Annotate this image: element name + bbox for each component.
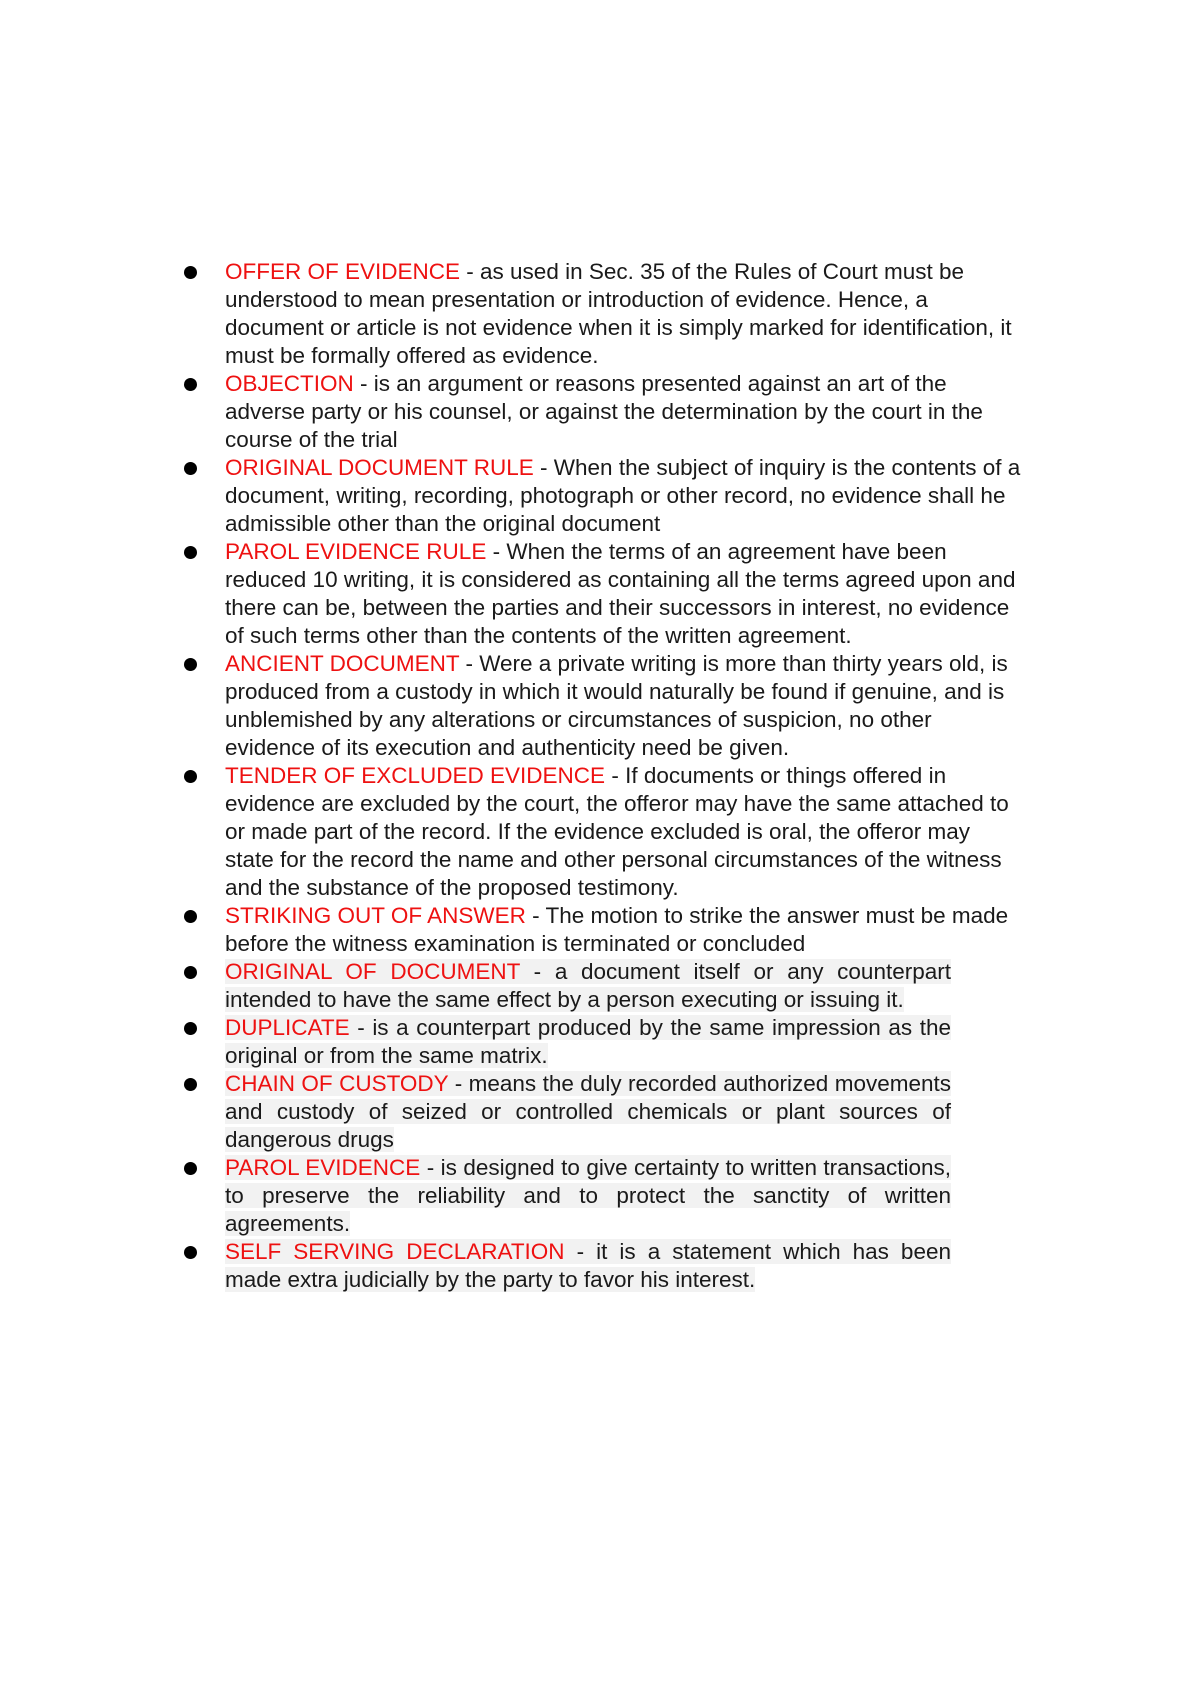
term-separator: - xyxy=(460,259,481,284)
term-separator: - xyxy=(349,1015,373,1040)
bullet-icon xyxy=(184,770,197,783)
term-definition: is an argument or reasons presented against an art of the adverse party or his counsel, or against the determination by the court in the course of the trial xyxy=(225,371,983,452)
term-label: STRIKING OUT OF ANSWER xyxy=(225,903,526,928)
term-label: CHAIN OF CUSTODY xyxy=(225,1071,449,1096)
term-separator: - xyxy=(605,763,626,788)
term-separator: - xyxy=(533,455,554,480)
bullet-icon xyxy=(184,378,197,391)
list-item-offer-of-evidence xyxy=(184,258,1024,370)
term-label: PAROL EVIDENCE RULE xyxy=(225,539,487,564)
term-separator: - xyxy=(448,1071,469,1096)
list-item-duplicate xyxy=(184,1014,951,1070)
term-definition: The motion to strike the answer must be made before the witness examination is terminated or concluded xyxy=(225,903,1009,956)
term-definition: When the terms of an agreement have been reduced 10 writing, it is considered as containing all the terms agreed upon and there can be, between the parties and their successors in interest, no evidence of such terms other than the contents of the written agreement. xyxy=(225,539,1016,648)
list-item-striking-out-of-answer xyxy=(184,902,1024,958)
term-separator: - xyxy=(525,903,546,928)
term-label: ORIGINAL OF DOCUMENT xyxy=(225,959,520,984)
bullet-icon xyxy=(184,266,197,279)
list-item-ancient-document xyxy=(184,650,1024,762)
term-separator: - xyxy=(420,1155,441,1180)
term-definition: is a counterpart produced by the same impression as the original or from the same matrix. xyxy=(225,1015,951,1068)
bullet-icon xyxy=(184,1078,197,1091)
term-definition: When the subject of inquiry is the contents of a document, writing, recording, photograph or other record, no evidence shall he admissible other than the original document xyxy=(225,455,1021,536)
bullet-icon xyxy=(184,1246,197,1259)
term-label: PAROL EVIDENCE xyxy=(225,1155,421,1180)
term-label: ORIGINAL DOCUMENT RULE xyxy=(225,455,534,480)
list-item-chain-of-custody xyxy=(184,1070,951,1154)
term-definition: means the duly recorded authorized movements and custody of seized or controlled chemicals or plant sources of dangerous drugs xyxy=(225,1071,952,1152)
term-label: ANCIENT DOCUMENT xyxy=(225,651,460,676)
term-separator: - xyxy=(564,1239,597,1264)
term-definition: as used in Sec. 35 of the Rules of Court must be understood to mean presentation or introduction of evidence. Hence, a document or article is not evidence when it is simply marked for identification, it must be formally offered as evidence. xyxy=(225,259,1012,368)
bullet-icon xyxy=(184,1022,197,1035)
bullet-icon xyxy=(184,1162,197,1175)
list-item-parol-evidence-rule xyxy=(184,538,1024,650)
list-item-tender-of-excluded-evidence xyxy=(184,762,1024,902)
term-separator: - xyxy=(353,371,374,396)
bullet-icon xyxy=(184,546,197,559)
term-definition: Were a private writing is more than thirty years old, is produced from a custody in which it would naturally be found if genuine, and is unblemished by any alterations or circumstances of suspicion, no other evidence of its execution and authenticity need be given. xyxy=(225,651,1008,760)
term-definition: If documents or things offered in evidence are excluded by the court, the offeror may have the same attached to or made part of the record. If the evidence excluded is oral, the offeror may state for the record the name and other personal circumstances of the witness and the substance of the proposed testimony. xyxy=(225,763,1009,900)
list-item-self-serving-declaration xyxy=(184,1238,951,1294)
bullet-icon xyxy=(184,910,197,923)
term-separator: - xyxy=(459,651,480,676)
term-label: OFFER OF EVIDENCE xyxy=(225,259,461,284)
bullet-icon xyxy=(184,462,197,475)
list-item-original-of-document xyxy=(184,958,951,1014)
term-label: TENDER OF EXCLUDED EVIDENCE xyxy=(225,763,606,788)
term-label: OBJECTION xyxy=(225,371,354,396)
list-item-parol-evidence xyxy=(184,1154,951,1238)
bullet-icon xyxy=(184,966,197,979)
list-item-objection xyxy=(184,370,1024,454)
term-separator: - xyxy=(519,959,555,984)
term-label: DUPLICATE xyxy=(225,1015,350,1040)
bullet-icon xyxy=(184,658,197,671)
term-definition: is designed to give certainty to written transactions, to preserve the reliability and to protect the sanctity of written agreements. xyxy=(225,1155,951,1236)
term-definition: a document itself or any counterpart intended to have the same effect by a person executing or issuing it. xyxy=(225,959,951,1012)
list-item-original-document-rule xyxy=(184,454,1024,538)
term-separator: - xyxy=(486,539,507,564)
term-label: SELF SERVING DECLARATION xyxy=(225,1239,565,1264)
definitions-list xyxy=(184,258,1024,1294)
term-definition: it is a statement which has been made extra judicially by the party to favor his interest. xyxy=(225,1239,951,1292)
